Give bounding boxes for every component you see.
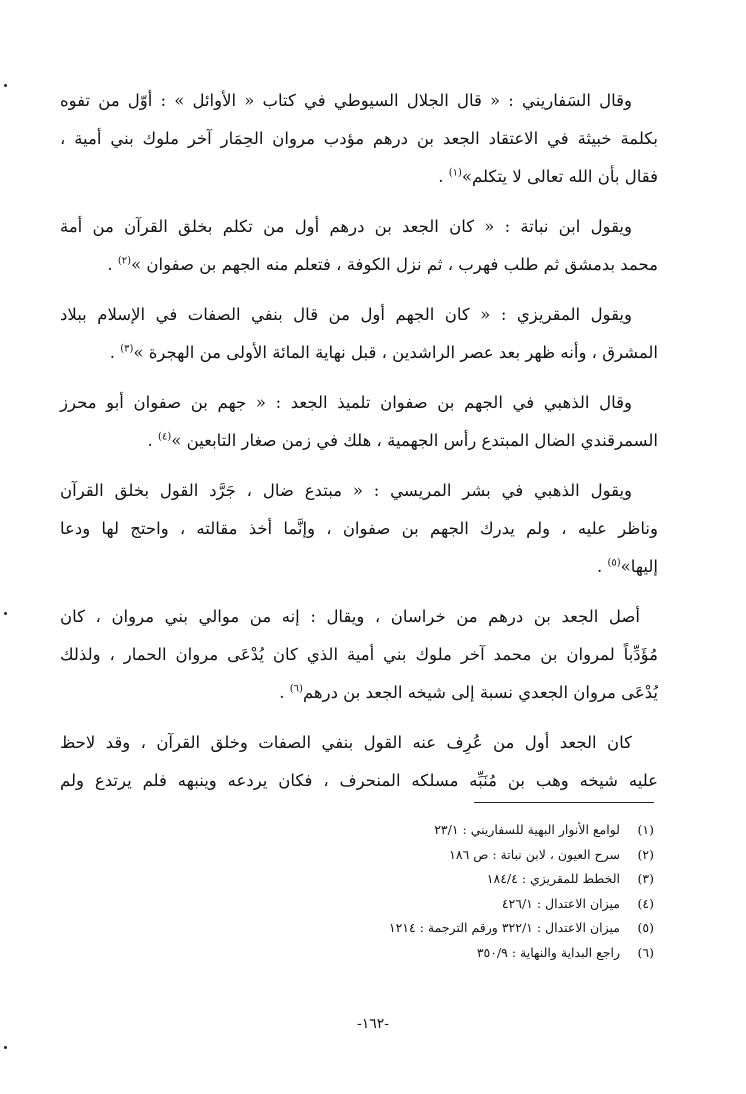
footnote-item (314, 867, 654, 892)
paragraph-6 (60, 598, 658, 712)
page-number: -١٦٢- (356, 1016, 390, 1032)
margin-dot (4, 1046, 7, 1049)
text-line: ويقول المقريزي : « كان الجهم أول من قال بنفي الصفات في الإسلام ببلاد (60, 305, 632, 324)
footnote-item (314, 843, 654, 868)
paragraph-5 (60, 472, 658, 586)
footnote-number: (٥) (637, 920, 654, 935)
footnote-divider (474, 802, 654, 803)
line-tail: . (109, 343, 121, 362)
text-line: السمرقندي الضال المبتدع رأس الجهمية ، هلك في زمن صغار التابعين » (171, 431, 658, 450)
text-line: إليها» (620, 557, 658, 576)
line-tail: . (279, 683, 290, 702)
paragraph-4 (60, 384, 658, 460)
paragraph-1 (60, 82, 658, 196)
footnote-text: ميزان الاعتدال : ٣٢٢/١ ورقم الترجمة : ١٢١٤ (388, 920, 620, 935)
line-tail: . (438, 167, 449, 186)
text-line: مُؤَدِّباً لمروان بن محمد آخر ملوك بني أمية الذي كان يُدْعَى مروان الحمار ، ولذلك (60, 645, 658, 664)
text-line: فقال بأن الله تعالى لا يتكلم» (461, 167, 658, 186)
text-line: يُدْعَى مروان الجعدي نسبة إلى شيخه الجعد بن درهم (302, 683, 658, 702)
main-text (60, 82, 658, 812)
footnote-item (314, 941, 654, 966)
footnotes (314, 818, 654, 965)
footnote-ref-1[interactable]: (١) (448, 167, 462, 179)
footnote-text: سرح العيون ، لابن نباتة : ص ١٨٦ (449, 846, 620, 862)
margin-dot (4, 612, 7, 615)
footnote-text: لوامع الأنوار البهية للسفاريني : ٢٣/١ (434, 822, 620, 837)
text-line: عليه شيخه وهب بن مُنَبِّه مسلكه المنحرف ، فكان يردعه وينبهه فلم يرتدع ولم (60, 771, 658, 790)
text-line: وقال الذهبي في الجهم بن صفوان تلميذ الجعد : « جهم بن صفوان أبو محرز (60, 393, 632, 412)
text-line: وقال السَفاريني : « قال الجلال السيوطي في كتاب « الأوائل » : أوّل من تفوه (60, 91, 632, 110)
footnote-item (314, 892, 654, 917)
paragraph-2 (60, 208, 658, 284)
line-tail: . (596, 557, 608, 576)
footnote-ref-4[interactable]: (٤) (158, 431, 172, 443)
footnote-number: (١) (637, 822, 654, 837)
text-line: المشرق ، وأنه ظهر بعد عصر الراشدين ، قبل نهاية المائة الأولى من الهجرة » (133, 343, 658, 362)
footnote-text: ميزان الاعتدال : ٤٢٦/١ (501, 895, 620, 911)
footnote-item (314, 916, 654, 941)
footnote-ref-5[interactable]: (٥) (607, 557, 621, 569)
paragraph-3 (60, 296, 658, 372)
text-line: محمد بدمشق ثم طلب فهرب ، ثم نزل الكوفة ، فتعلم منه الجهم بن صفوان » (131, 255, 658, 274)
paragraph-7 (60, 724, 658, 800)
text-line: أصل الجعد بن درهم من خراسان ، ويقال : إنه من موالي بني مروان ، كان (60, 607, 640, 626)
footnote-ref-6[interactable]: (٦) (289, 683, 303, 695)
text-line: وناظر عليه ، ولم يدرك الجهم بن صفوان ، وإنَّما أخذ مقالته ، واحتج لها ودعا (60, 519, 658, 538)
footnote-item (314, 818, 654, 843)
footnote-text: راجع البداية والنهاية : ٣٥٠/٩ (476, 944, 620, 960)
footnote-number: (٤) (637, 895, 654, 911)
footnote-number: (٣) (637, 871, 654, 886)
line-tail: . (147, 431, 159, 450)
text-line: ويقول الذهبي في بشر المريسي : « مبتدع ضال ، جَرَّد القول بخلق القرآن (60, 481, 632, 500)
footnote-ref-3[interactable]: (٣) (120, 343, 134, 355)
line-tail: . (107, 255, 118, 274)
footnote-text: الخطط للمقريزي : ١٨٤/٤ (486, 871, 620, 886)
footnote-ref-2[interactable]: (٢) (117, 255, 132, 267)
footnote-number: (٢) (637, 846, 654, 862)
text-line: بكلمة خبيثة في الاعتقاد الجعد بن درهم مؤدب مروان الحِمَار آخر ملوك بني أمية ، (60, 129, 658, 148)
text-line: ويقول ابن نباتة : « كان الجعد بن درهم أول من تكلم بخلق القرآن من أمة (60, 217, 632, 236)
text-line: كان الجعد أول من عُرِف عنه القول بنفي الصفات وخلق القرآن ، وقد لاحظ (60, 733, 632, 752)
footnote-number: (٦) (637, 944, 654, 960)
margin-dot (4, 84, 7, 87)
